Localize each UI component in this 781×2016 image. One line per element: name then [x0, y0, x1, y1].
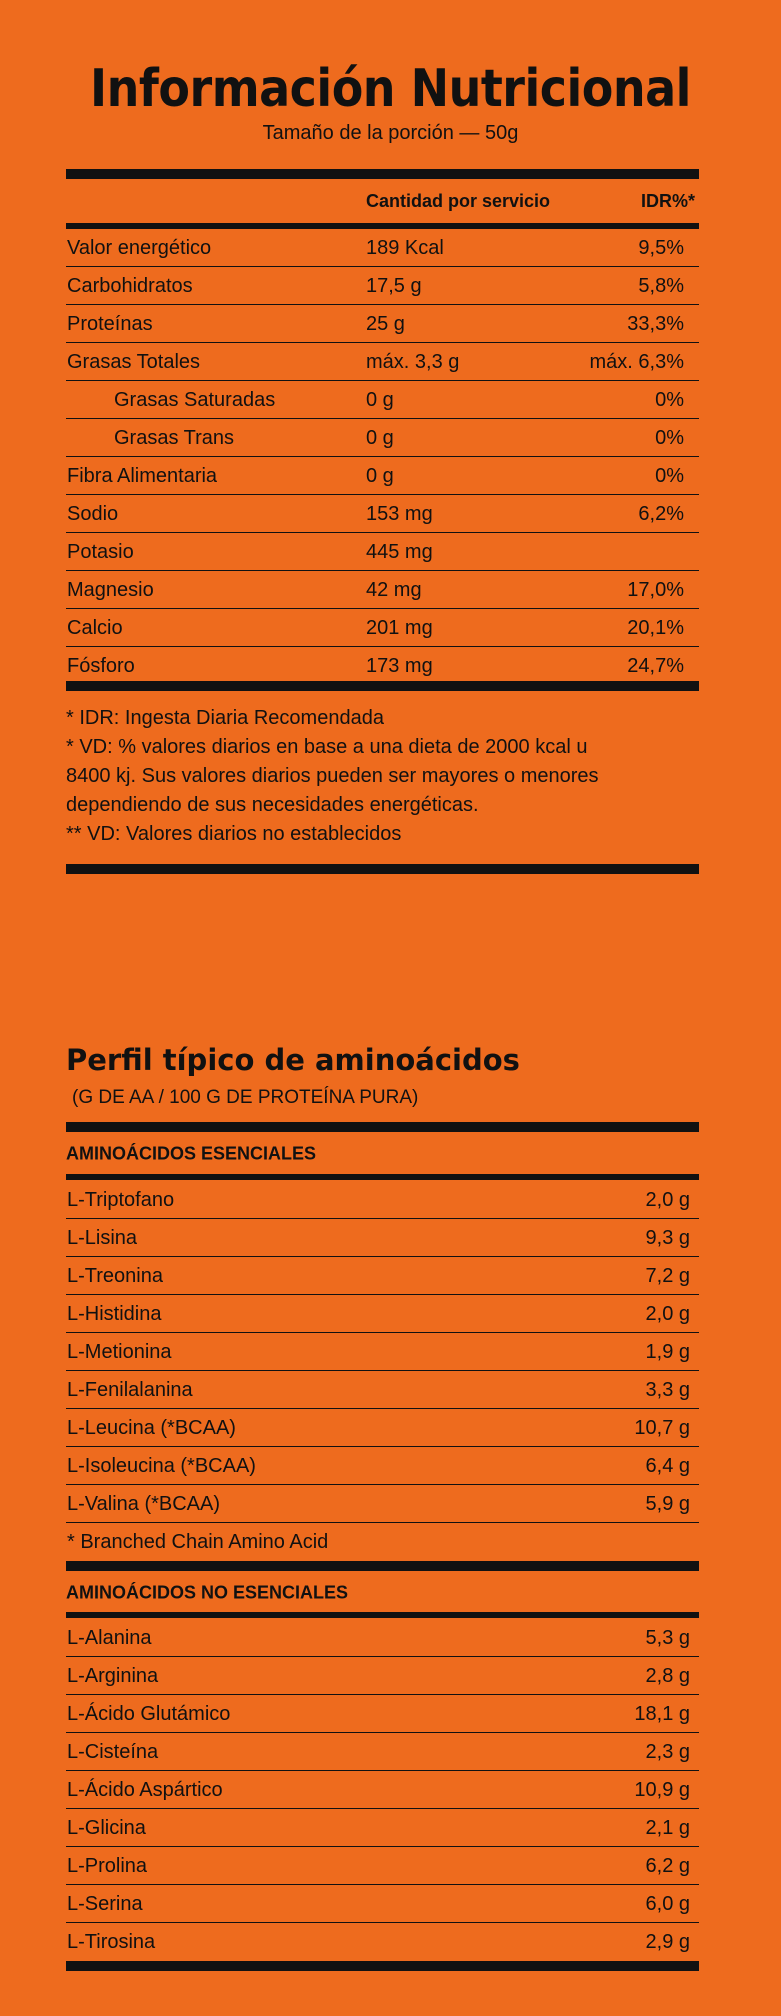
amino-row	[66, 1371, 699, 1409]
amino-value: 7,2 g	[645, 1265, 690, 1287]
amino-value: 10,7 g	[634, 1417, 690, 1439]
nutrient-quantity: 0 g	[366, 389, 394, 411]
amino-value: 18,1 g	[634, 1703, 690, 1725]
nutrition-row	[66, 419, 699, 457]
amino-subtitle: (G DE AA / 100 G DE PROTEÍNA PURA)	[72, 1087, 419, 1108]
amino-row	[66, 1257, 699, 1295]
nutrient-name: Magnesio	[67, 579, 154, 601]
nutrient-quantity: 189 Kcal	[366, 237, 444, 259]
nutrient-name: Fibra Alimentaria	[67, 465, 218, 487]
nutrition-row	[66, 229, 699, 267]
nutrition-title: Información Nutricional	[90, 58, 691, 119]
amino-value: 3,3 g	[645, 1379, 690, 1401]
amino-row	[66, 1295, 699, 1333]
amino-value: 6,0 g	[645, 1893, 690, 1915]
amino-row	[66, 1219, 699, 1257]
amino-value: 5,3 g	[645, 1627, 690, 1649]
nutrient-quantity: 153 mg	[366, 503, 433, 525]
amino-name: L-Arginina	[67, 1665, 159, 1687]
divider-notes-end	[66, 864, 699, 874]
amino-row	[66, 1771, 699, 1809]
amino-row	[66, 1333, 699, 1371]
nutrient-quantity: 173 mg	[366, 655, 433, 677]
nutrient-idr: 33,3%	[627, 313, 684, 335]
nutrient-name: Valor energético	[67, 237, 212, 259]
footnote-line: 8400 kj. Sus valores diarios pueden ser mayores o menores	[66, 765, 599, 787]
nutrient-quantity: 0 g	[366, 465, 394, 487]
bcaa-note: * Branched Chain Amino Acid	[67, 1531, 329, 1553]
nutrient-quantity: 445 mg	[366, 541, 433, 563]
amino-value: 6,2 g	[645, 1855, 690, 1877]
amino-name: L-Isoleucina (*BCAA)	[67, 1455, 256, 1477]
amino-value: 2,8 g	[645, 1665, 690, 1687]
amino-row	[66, 1657, 699, 1695]
nutrient-name: Fósforo	[67, 655, 135, 677]
amino-name: L-Alanina	[67, 1627, 152, 1649]
amino-row	[66, 1733, 699, 1771]
amino-name: L-Glicina	[67, 1817, 146, 1839]
amino-name: L-Ácido Aspártico	[67, 1779, 223, 1801]
nutrition-row	[66, 267, 699, 305]
column-header-idr: IDR%*	[640, 191, 695, 211]
nutrition-row	[66, 305, 699, 343]
amino-row	[66, 1809, 699, 1847]
nutrient-name: Potasio	[67, 541, 134, 563]
amino-value: 6,4 g	[645, 1455, 690, 1477]
bcaa-note-row	[66, 1523, 699, 1561]
nutrient-name: Calcio	[67, 617, 123, 639]
nutrient-idr: 9,5%	[638, 237, 684, 259]
nutrient-name: Sodio	[67, 503, 119, 525]
footnotes	[66, 704, 706, 849]
nutrition-row	[66, 647, 699, 685]
amino-value: 9,3 g	[645, 1227, 690, 1249]
nutrition-row	[66, 381, 699, 419]
nutrition-row	[66, 495, 699, 533]
nutrient-idr: 5,8%	[638, 275, 684, 297]
nutrition-row	[66, 457, 699, 495]
amino-value: 5,9 g	[645, 1493, 690, 1515]
column-header-quantity: Cantidad por servicio	[366, 191, 551, 211]
nutrient-name: Grasas Trans	[114, 427, 235, 449]
amino-name: L-Leucina (*BCAA)	[67, 1417, 236, 1439]
amino-row	[66, 1695, 699, 1733]
nutrient-idr: 24,7%	[627, 655, 684, 677]
divider-top	[66, 169, 699, 179]
divider-essential-header	[66, 1174, 699, 1180]
amino-value: 2,9 g	[645, 1931, 690, 1953]
nutrient-quantity: máx. 3,3 g	[366, 351, 460, 373]
divider-bottom	[66, 1961, 699, 1971]
nutrient-name: Grasas Saturadas	[114, 389, 276, 411]
nutrient-idr: 6,2%	[638, 503, 684, 525]
nutrient-quantity: 201 mg	[366, 617, 433, 639]
footnote-line: * VD: % valores diarios en base a una dieta de 2000 kcal u	[66, 736, 588, 758]
divider-nonessential-header	[66, 1612, 699, 1618]
nutrient-name: Carbohidratos	[67, 275, 193, 297]
amino-name: L-Fenilalanina	[67, 1379, 193, 1401]
amino-row	[66, 1847, 699, 1885]
nutrient-quantity: 42 mg	[366, 579, 422, 601]
nutrition-row	[66, 533, 699, 571]
amino-value: 10,9 g	[634, 1779, 690, 1801]
nutrition-row	[66, 609, 699, 647]
serving-size: Tamaño de la porción — 50g	[262, 122, 519, 144]
nutrient-quantity: 17,5 g	[366, 275, 422, 297]
amino-name: L-Ácido Glutámico	[67, 1703, 231, 1725]
footnote-line: ** VD: Valores diarios no establecidos	[66, 823, 402, 845]
nutrition-row	[66, 571, 699, 609]
amino-name: L-Triptofano	[67, 1189, 175, 1211]
essential-header: AMINOÁCIDOS ESENCIALES	[66, 1142, 317, 1164]
amino-value: 2,3 g	[645, 1741, 690, 1763]
nonessential-header: AMINOÁCIDOS NO ESENCIALES	[66, 1581, 349, 1603]
amino-name: L-Tirosina	[67, 1931, 156, 1953]
divider-table-end	[66, 681, 699, 691]
amino-name: L-Lisina	[67, 1227, 138, 1249]
nutrient-idr: máx. 6,3%	[589, 351, 684, 373]
divider-essential-end	[66, 1561, 699, 1571]
amino-value: 1,9 g	[645, 1341, 690, 1363]
nutrient-idr: 0%	[655, 465, 684, 487]
divider-amino-top	[66, 1122, 699, 1132]
footnote-line: * IDR: Ingesta Diaria Recomendada	[66, 707, 384, 729]
nutrient-idr: 17,0%	[627, 579, 684, 601]
amino-row	[66, 1885, 699, 1923]
nutrient-name: Proteínas	[67, 313, 153, 335]
amino-name: L-Serina	[67, 1893, 143, 1915]
amino-value: 2,0 g	[645, 1303, 690, 1325]
amino-name: L-Metionina	[67, 1341, 172, 1363]
amino-name: L-Cisteína	[67, 1741, 159, 1763]
nutrient-idr: 20,1%	[627, 617, 684, 639]
amino-name: L-Valina (*BCAA)	[67, 1493, 221, 1515]
nutrient-quantity: 0 g	[366, 427, 394, 449]
nutrient-idr: 0%	[655, 389, 684, 411]
amino-value: 2,0 g	[645, 1189, 690, 1211]
amino-row	[66, 1485, 699, 1523]
amino-row	[66, 1447, 699, 1485]
nutrient-name: Grasas Totales	[67, 351, 201, 373]
amino-row	[66, 1181, 699, 1219]
amino-name: L-Histidina	[67, 1303, 162, 1325]
amino-value: 2,1 g	[645, 1817, 690, 1839]
footnote-line: dependiendo de sus necesidades energéticas.	[66, 794, 479, 816]
amino-row	[66, 1409, 699, 1447]
nutrient-idr: 0%	[655, 427, 684, 449]
amino-name: L-Treonina	[67, 1265, 163, 1287]
amino-row	[66, 1923, 699, 1961]
amino-name: L-Prolina	[67, 1855, 148, 1877]
amino-title: Perfil típico de aminoácidos	[66, 1043, 520, 1077]
nutrient-quantity: 25 g	[366, 313, 405, 335]
amino-row	[66, 1619, 699, 1657]
nutrition-row	[66, 343, 699, 381]
